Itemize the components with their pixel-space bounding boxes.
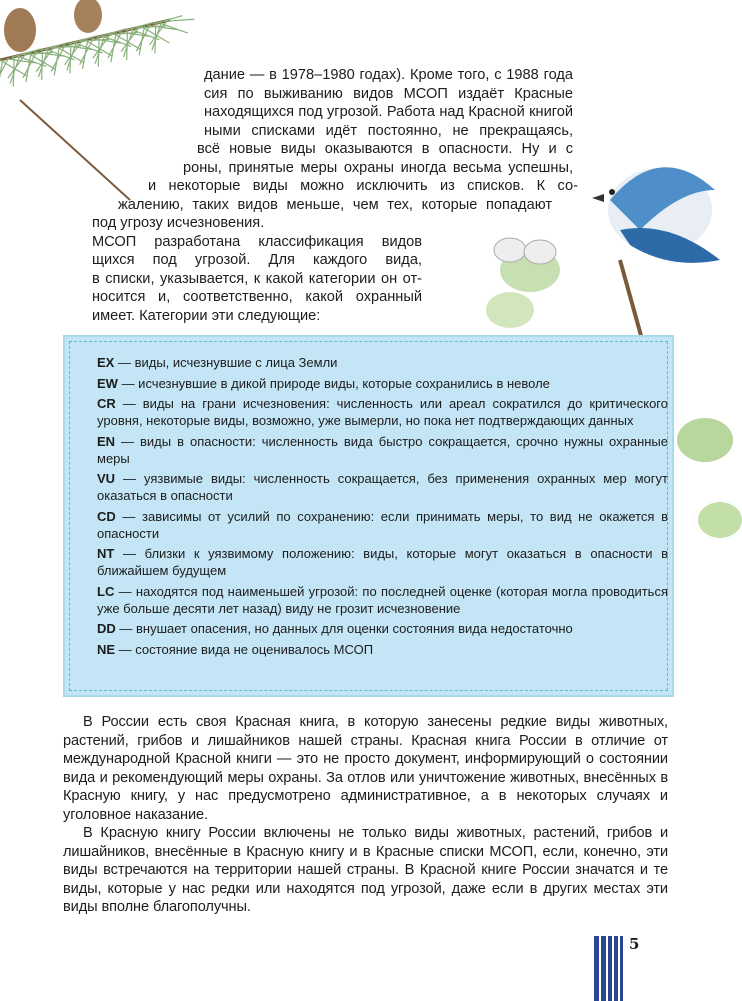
category-ew bbox=[97, 375, 668, 392]
text-line: и некоторые виды можно исключить из списков. К со- bbox=[148, 178, 578, 194]
category-nt bbox=[97, 545, 668, 579]
bottom-text bbox=[63, 713, 668, 917]
text-line: имеет. Категории эти следующие: bbox=[92, 307, 321, 324]
text-line: дание — в 1978–1980 годах). Кроме того, с 1988 года bbox=[204, 67, 573, 83]
category-code: EX bbox=[97, 355, 115, 370]
category-code: LC bbox=[97, 583, 115, 599]
category-description: — внушает опасения, но данных для оценки состояния вида недостаточно bbox=[115, 621, 573, 636]
text-line: сия по выживанию видов МСОП издаёт Красные bbox=[204, 85, 573, 102]
category-description: — виды, исчезнувшие с лица Земли bbox=[114, 355, 338, 370]
text-line: МСОП разработана классификация видов bbox=[92, 233, 422, 250]
page-number-bars-icon bbox=[594, 936, 624, 1001]
category-code: CD bbox=[97, 508, 116, 524]
category-code: NT bbox=[97, 546, 115, 561]
category-description: — состояние вида не оценивалось МСОП bbox=[115, 641, 374, 657]
text-line: находящихся под угрозой. Работа над Красной книгой bbox=[204, 104, 573, 120]
category-code: EW bbox=[97, 375, 118, 391]
category-code: EN bbox=[97, 433, 116, 449]
category-ex bbox=[97, 354, 668, 371]
paragraph-russia-red-book: В России есть своя Красная книга, в которую занесены редкие виды животных, растений, грибов и лишайников нашей страны. Красная книга России в отличие от международной Красной книги — это не просто документ, информирующий о состоянии вида и рекомендующий меры охраны. За отлов или уничтожение животных, внесённых в Красную книгу, у нас предусмотрено административное, а в некоторых случаях и уголовное наказание. bbox=[63, 714, 668, 823]
categories-list bbox=[97, 354, 668, 661]
paragraph-red-book-inclusion: В Красную книгу России включены не только виды животных, растений, грибов и лишайников, внесённые в Красную книгу и в Красные списки МСОП, если, конечно, эти виды встречаются на территории нашей страны. В Красной книге России значатся и те виды, которые у нас редки или находятся под угрозой, даже если в других местах эти виды вполне благополучны. bbox=[63, 825, 668, 915]
text-line: всё новые виды оказываются в опасности. Ну и с bbox=[197, 141, 573, 157]
category-description: — зависимы от усилий по сохранению: если принимать меры, то вид не окажется в опасности bbox=[97, 508, 668, 541]
page-number: 5 bbox=[629, 935, 640, 953]
category-vu bbox=[97, 470, 668, 504]
category-description: — уязвимые виды: численность сокращается, без применения охранных мер могут оказаться в опасности bbox=[97, 471, 668, 503]
category-cd bbox=[97, 508, 668, 542]
category-description: — виды в опасности: численность вида быстро сокращается, срочно нужны охранные меры bbox=[97, 433, 668, 466]
category-dd bbox=[97, 620, 668, 637]
category-ne bbox=[97, 641, 668, 658]
category-description: — находятся под наименьшей угрозой: по последней оценке (которая могла проводиться уже больше десяти лет назад) виду не грозит исчезновение bbox=[97, 583, 668, 616]
category-lc bbox=[97, 583, 668, 617]
text-line: в списки, указывается, к какой категории он от- bbox=[92, 270, 422, 287]
category-description: — виды на грани исчезновения: численность или ареал сократился до критического уровня, некоторые виды, возможно, уже вымерли, но пока нет подтверждающих данных bbox=[97, 396, 668, 428]
category-description: — близки к уязвимому положению: виды, которые могут оказаться в опасности в ближайшем будущем bbox=[97, 546, 668, 578]
text-line: под угрозу исчезновения. bbox=[92, 215, 265, 231]
text-line: роны, принятые меры охраны иногда весьма успешны, bbox=[183, 159, 573, 176]
text-line: носится и, соответственно, какой охранный bbox=[92, 289, 422, 305]
category-en bbox=[97, 433, 668, 467]
category-code: VU bbox=[97, 471, 116, 486]
text-line: щихся под угрозой. Для каждого вида, bbox=[92, 252, 422, 268]
text-line: ными списками идёт постоянно, не прекращаясь, bbox=[204, 122, 573, 139]
category-cr bbox=[97, 395, 668, 429]
category-code: DD bbox=[97, 621, 116, 636]
text-line: жалению, таких видов меньше, чем тех, которые попадают bbox=[118, 196, 552, 213]
category-code: NE bbox=[97, 641, 116, 657]
category-description: — исчезнувшие в дикой природе виды, которые сохранились в неволе bbox=[117, 375, 550, 391]
category-code: CR bbox=[97, 396, 116, 411]
